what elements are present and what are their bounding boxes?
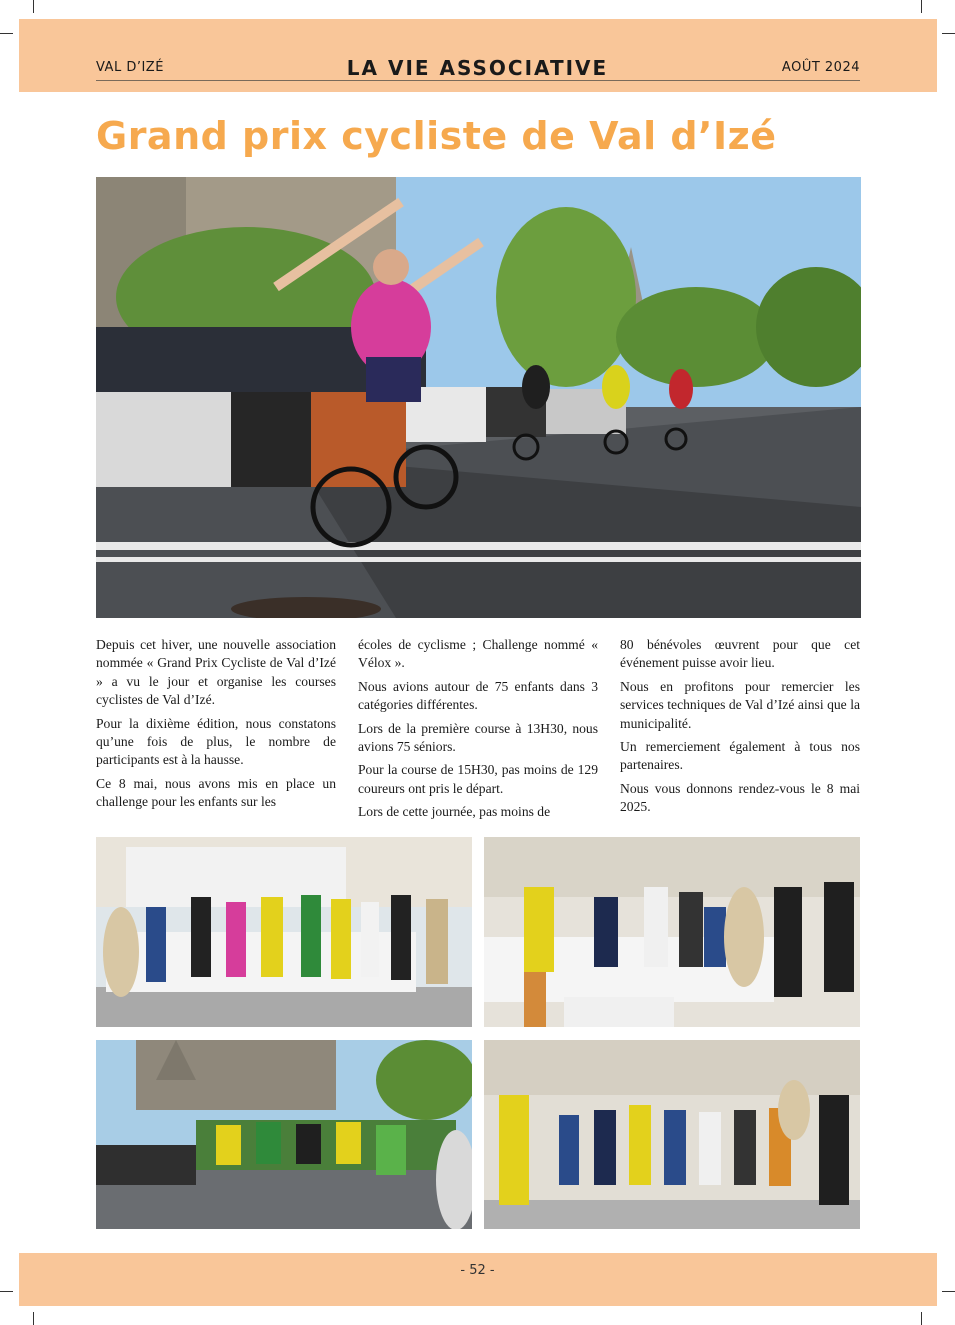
article-column-1 — [96, 636, 336, 827]
crop-mark — [0, 1291, 13, 1292]
article-column-2 — [358, 636, 598, 827]
footer-band — [19, 1253, 937, 1306]
crop-mark — [942, 1291, 955, 1292]
article-column-3 — [620, 636, 860, 827]
photo-podium-children — [484, 837, 860, 1027]
photo-podium-seniors — [96, 837, 472, 1027]
crop-mark — [0, 33, 13, 34]
header-town: VAL D’IZÉ — [96, 60, 164, 75]
article-title: Grand prix cycliste de Val d’Izé — [96, 114, 777, 158]
paragraph: Lors de la première course à 13H30, nous avions 75 séniors. — [358, 720, 598, 755]
paragraph: écoles de cyclisme ; Challenge nommé « Vélox ». — [358, 637, 598, 671]
paragraph: Pour la course de 15H30, pas moins de 129 coureurs ont pris le départ. — [358, 762, 598, 796]
paragraph: Lors de cette journée, pas moins de — [358, 804, 551, 820]
paragraph: Nous avions autour de 75 enfants dans 3 catégories différentes. — [358, 678, 598, 713]
page-number: - 52 - — [460, 1263, 495, 1278]
header-section-title: LA VIE ASSOCIATIVE — [346, 56, 609, 80]
crop-mark — [942, 33, 955, 34]
photo-children-group — [484, 1040, 860, 1229]
main-photo-race-finish — [96, 177, 861, 618]
crop-mark — [33, 0, 34, 13]
header-date: AOÛT 2024 — [781, 60, 860, 75]
paragraph: Un remerciement également à tous nos partenaires. — [620, 739, 860, 773]
photo-race-start — [96, 1040, 472, 1229]
header-rule — [96, 80, 860, 81]
paragraph: 80 bénévoles œuvrent pour que cet événement puisse avoir lieu. — [620, 637, 860, 671]
crop-mark — [921, 1312, 922, 1325]
paragraph: Pour la dixième édition, nous constatons qu’une fois de plus, le nombre de participants est à la hausse. — [96, 715, 336, 768]
paragraph: Nous vous donnons rendez-vous le 8 mai 2025. — [620, 780, 860, 815]
paragraph: Nous en profitons pour remercier les services techniques de Val d’Izé ainsi que la municipalité. — [620, 678, 860, 731]
crop-mark — [33, 1312, 34, 1325]
article-body — [96, 636, 861, 827]
paragraph: Ce 8 mai, nous avons mis en place un challenge pour les enfants sur les — [96, 775, 336, 810]
paragraph: Depuis cet hiver, une nouvelle association nommée « Grand Prix Cycliste de Val d’Izé » a vu le jour et organise les courses cyclistes de Val d’Izé. — [96, 637, 336, 708]
crop-mark — [921, 0, 922, 13]
